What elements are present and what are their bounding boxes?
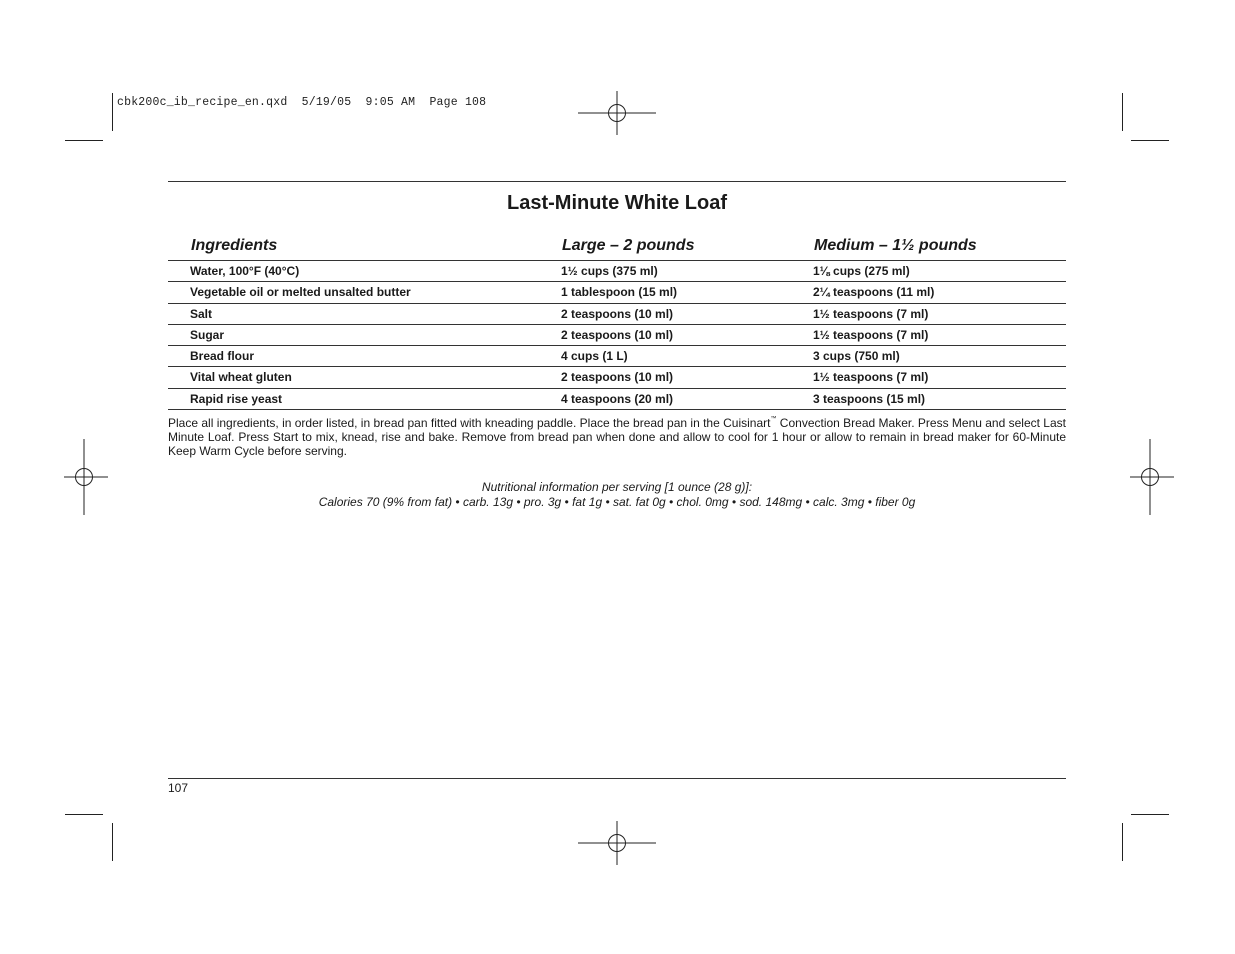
large-amount: 2 teaspoons (10 ml) <box>561 370 674 385</box>
bottom-rule <box>168 778 1066 779</box>
crop-mark-top-left-v <box>112 93 113 131</box>
medium-amount: 1½ teaspoons (7 ml) <box>813 327 929 342</box>
ingredient-name: Vital wheat gluten <box>190 370 292 385</box>
large-amount: 4 cups (1 L) <box>561 349 628 364</box>
medium-amount: 3 cups (750 ml) <box>813 349 900 364</box>
large-amount: 1 tablespoon (15 ml) <box>561 285 678 300</box>
ingredient-name: Sugar <box>190 327 225 342</box>
medium-amount: 1⅛ cups (275 ml) <box>813 264 910 278</box>
crop-mark-bottom-right-v <box>1122 823 1123 861</box>
instructions-paragraph <box>168 416 1066 458</box>
header-large: Large – 2 pounds <box>562 237 695 254</box>
header-medium: Medium – 1½ pounds <box>814 237 977 254</box>
ingredient-name: Rapid rise yeast <box>190 391 283 406</box>
table-row <box>168 346 1066 367</box>
top-rule <box>168 181 1066 182</box>
crop-mark-top-right-h <box>1131 140 1169 141</box>
table-row <box>168 282 1066 303</box>
medium-amount: 3 teaspoons (15 ml) <box>813 391 926 406</box>
crop-mark-bottom-left-v <box>112 823 113 861</box>
medium-amount: 1½ teaspoons (7 ml) <box>813 306 929 321</box>
table-row <box>168 260 1066 282</box>
table-row <box>168 389 1066 410</box>
crop-mark-bottom-left-h <box>65 814 103 815</box>
header-ingredients: Ingredients <box>191 237 278 254</box>
large-amount: 2 teaspoons (10 ml) <box>561 306 674 321</box>
table-row <box>168 367 1066 388</box>
registration-mark-top <box>578 91 656 135</box>
crop-mark-top-left-h <box>65 140 103 141</box>
large-amount: 1½ cups (375 ml) <box>561 264 658 278</box>
registration-mark-right <box>1130 439 1174 515</box>
ingredient-name: Salt <box>190 306 213 321</box>
crop-mark-bottom-right-h <box>1131 814 1169 815</box>
nutrition-heading: Nutritional information per serving [1 ounce (28 g)]: <box>481 480 753 494</box>
trademark-symbol: ™ <box>770 416 777 422</box>
ingredient-name: Vegetable oil or melted unsalted butter <box>190 285 411 300</box>
print-slug: cbk200c_ib_recipe_en.qxd 5/19/05 9:05 AM Page 108 <box>117 96 487 109</box>
registration-mark-left <box>64 439 108 515</box>
medium-amount: 2¼ teaspoons (11 ml) <box>813 285 935 300</box>
ingredient-name: Bread flour <box>190 349 255 364</box>
instructions-text-part1: Place all ingredients, in order listed, in bread pan fitted with kneading paddle. Place the bread pan in the Cuisinart <box>168 416 771 430</box>
medium-amount: 1½ teaspoons (7 ml) <box>813 370 929 385</box>
nutrition-values: Calories 70 (9% from fat) • carb. 13g • pro. 3g • fat 1g • sat. fat 0g • chol. 0mg • sod. 148mg • calc. 3mg • fiber 0g <box>318 495 916 509</box>
registration-mark-bottom <box>578 821 656 865</box>
table-row <box>168 304 1066 325</box>
instructions-text-part2: Convection Bread Maker. Press Menu and select Last Minute Loaf. Press Start to mix, knead, rise and bake. Remove from bread pan when done and allow to cool for 1 hour or allow to remain in bread maker for 60-Minute Keep Warm Cycle before serving. <box>168 416 1066 458</box>
large-amount: 2 teaspoons (10 ml) <box>561 327 674 342</box>
page-number: 107 <box>168 781 189 795</box>
recipe-title: Last-Minute White Loaf <box>507 192 727 214</box>
large-amount: 4 teaspoons (20 ml) <box>561 391 674 406</box>
crop-mark-top-right-v <box>1122 93 1123 131</box>
ingredients-table <box>168 260 1066 410</box>
table-row <box>168 325 1066 346</box>
ingredient-name: Water, 100°F (40°C) <box>190 264 300 278</box>
